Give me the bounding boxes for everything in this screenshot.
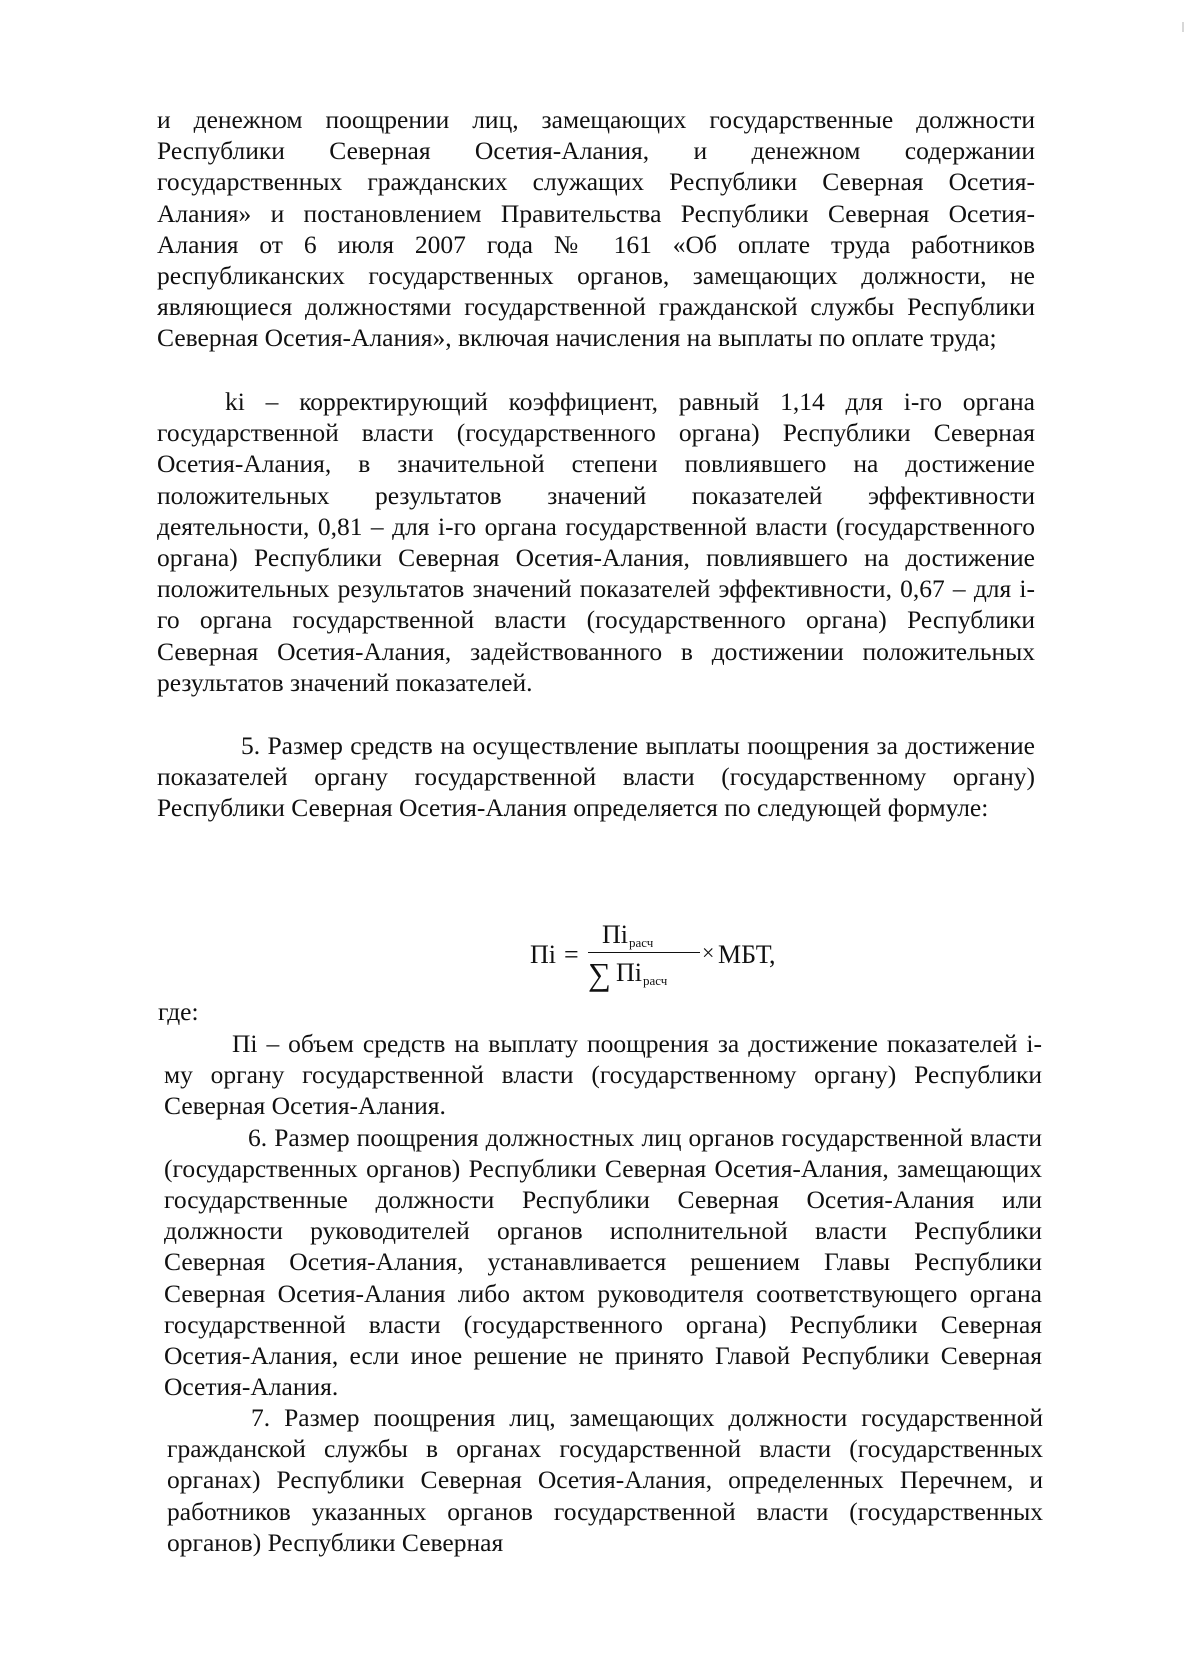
paragraph-item-5: 5. Размер средств на осуществление выплаты поощрения за достижение показателей органу государственной власти (государственному органу) Республики Северная Осетия-Алания определяется по следующей формуле: — [157, 731, 1035, 823]
formula-equals: = — [564, 940, 579, 969]
text-block-4 — [164, 1028, 1042, 1402]
formula-numerator-main: Пi — [602, 920, 628, 949]
scan-mark — [1182, 22, 1184, 32]
formula-lhs: Пi — [530, 940, 556, 969]
paragraph-item-7: 7. Размер поощрения лиц, замещающих должности государственной гражданской службы в органах государственной власти (государственных органах) Республики Северная Осетия-Алания, определенных Перечнем, и работников указанных органов государственной власти (государственных органов) Республики Северная — [167, 1403, 1043, 1557]
text-block-5 — [167, 1402, 1043, 1558]
formula-times: × — [702, 940, 715, 965]
paragraph-pi-definition: Пi – объем средств на выплату поощрения за достижение показателей i-му органу государственной власти (государственному органу) Республики Северная Осетия-Алания. — [164, 1029, 1042, 1121]
formula-denominator-sub: расч — [643, 973, 668, 988]
text-block-2 — [157, 386, 1035, 698]
formula-denominator-main: Пi — [616, 958, 642, 987]
text-block-3 — [157, 730, 1035, 824]
paragraph-continuation: и денежном поощрении лиц, замещающих государственные должности Республики Северная Осетия-Алания, и денежном содержании государственных гражданских служащих Республики Северная Осетия-Алания» и постановлением Правительства Республики Северная Осетия-Алания от 6 июля 2007 года № 161 «Об оплате труда работников республиканских государственных органов, замещающих должности, не являющиеся должностями государственной гражданской службы Республики Северная Осетия-Алания», включая начисления на выплаты по оплате труда; — [157, 105, 1035, 353]
formula-denominator — [616, 958, 667, 989]
formula-numerator-sub: расч — [629, 935, 654, 950]
where-label: где: — [158, 997, 199, 1026]
formula-rhs: МБТ, — [718, 940, 776, 969]
paragraph-item-6: 6. Размер поощрения должностных лиц органов государственной власти (государственных органов) Республики Северная Осетия-Алания, замещающих государственные должности Республики Северная Осетия-Алания или должности руководителей органов исполнительной власти Республики Северная Осетия-Алания, устанавливается решением Главы Республики Северная Осетия-Алания либо актом руководителя соответствующего органа государственной власти (государственного органа) Республики Северная Осетия-Алания, если иное решение не принято Главой Республики Северная Осетия-Алания. — [164, 1122, 1042, 1402]
formula-numerator — [602, 920, 653, 951]
sum-symbol: ∑ — [588, 956, 611, 992]
fraction-bar — [588, 952, 700, 953]
formula — [530, 918, 776, 998]
text-block-1 — [157, 104, 1035, 354]
paragraph-ki-definition: ki – корректирующий коэффициент, равный 1,14 для i-го органа государственной власти (государственного органа) Республики Северная Осетия-Алания, в значительной степени повлиявшего на достижение положительных результатов значений показателей эффективности деятельности, 0,81 – для i-го органа государственной власти (государственного органа) Республики Северная Осетия-Алания, повлиявшего на достижение положительных результатов значений показателей эффективности, 0,67 – для i-го органа государственной власти (государственного органа) Республики Северная Осетия-Алания, задействованного в достижении положительных результатов значений показателей. — [157, 387, 1035, 697]
